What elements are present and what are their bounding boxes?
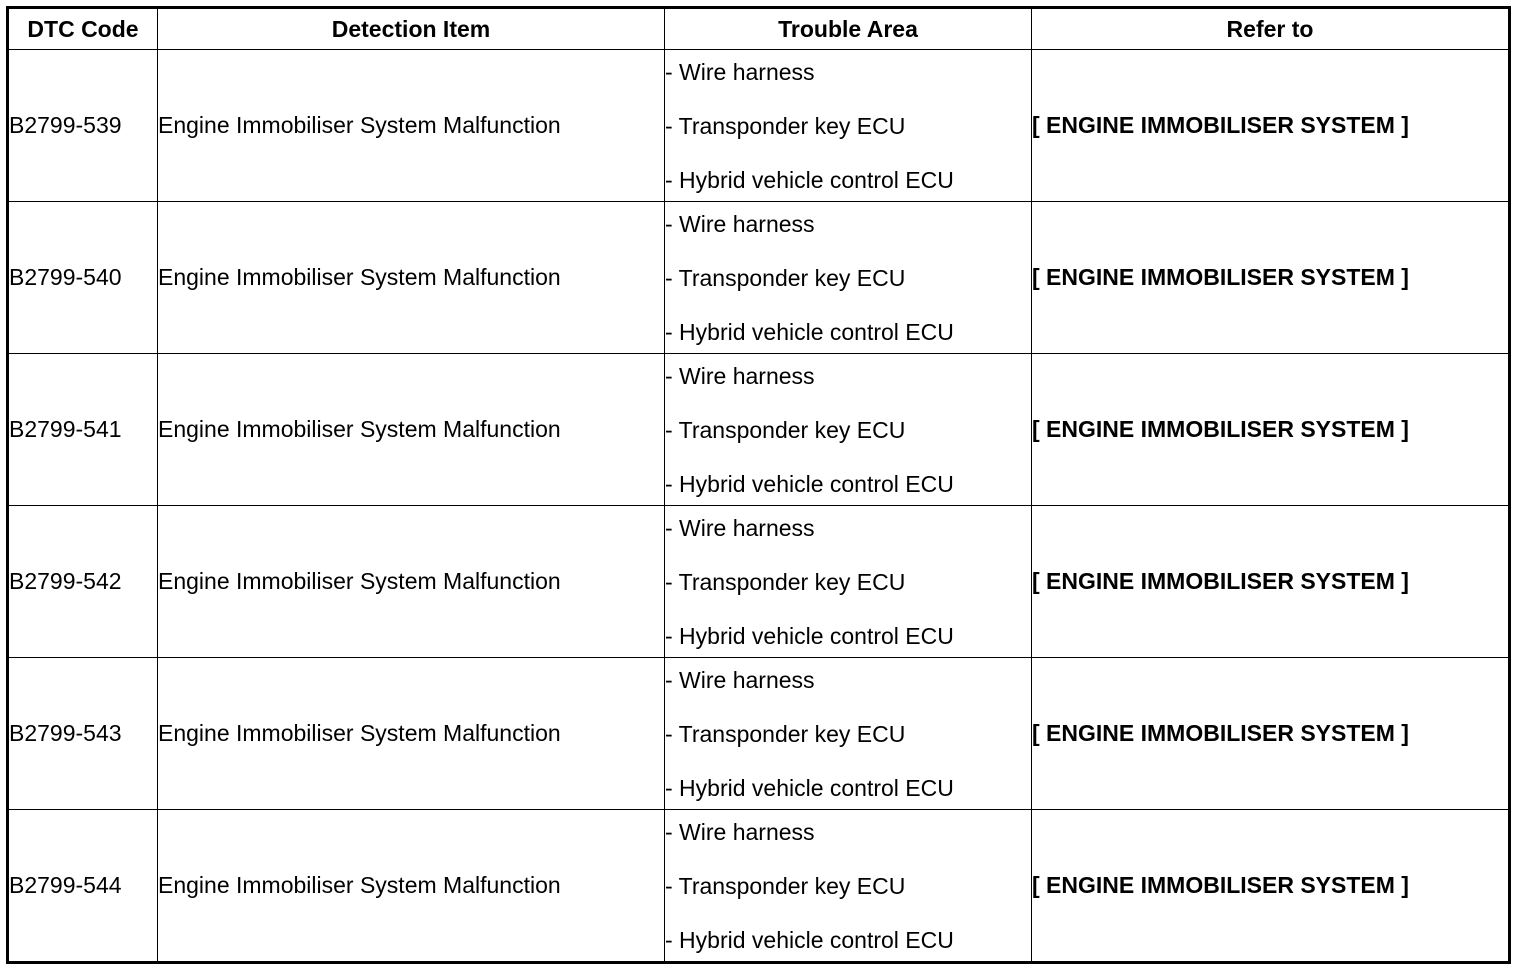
dtc-code-cell: B2799-540 (8, 202, 158, 354)
trouble-area-cell (665, 354, 1032, 506)
trouble-area-item: - Wire harness (665, 58, 815, 85)
dtc-table (6, 6, 1511, 964)
detection-item-cell: Engine Immobiliser System Malfunction (158, 506, 665, 658)
refer-to-link[interactable]: [ ENGINE IMMOBILISER SYSTEM ] (1032, 354, 1510, 506)
trouble-area-item: - Transponder key ECU (665, 112, 906, 139)
trouble-area-item: - Hybrid vehicle control ECU (665, 926, 954, 953)
trouble-area-item: - Hybrid vehicle control ECU (665, 166, 954, 193)
table-row (8, 506, 1510, 658)
trouble-area-item: - Hybrid vehicle control ECU (665, 470, 954, 497)
trouble-area-cell (665, 202, 1032, 354)
dtc-code-cell: B2799-542 (8, 506, 158, 658)
trouble-area-item: - Transponder key ECU (665, 416, 906, 443)
trouble-area-cell (665, 506, 1032, 658)
detection-item-cell: Engine Immobiliser System Malfunction (158, 810, 665, 963)
table-row (8, 658, 1510, 810)
table-row (8, 354, 1510, 506)
trouble-area-item: - Wire harness (665, 210, 815, 237)
trouble-area-item: - Hybrid vehicle control ECU (665, 622, 954, 649)
trouble-area-item: - Wire harness (665, 666, 815, 693)
trouble-area-item: - Transponder key ECU (665, 872, 906, 899)
refer-to-link[interactable]: [ ENGINE IMMOBILISER SYSTEM ] (1032, 50, 1510, 202)
detection-item-cell: Engine Immobiliser System Malfunction (158, 202, 665, 354)
header-detection-item: Detection Item (158, 8, 665, 50)
table-header-row (8, 8, 1510, 50)
trouble-area-item: - Transponder key ECU (665, 720, 906, 747)
header-trouble-area: Trouble Area (665, 8, 1032, 50)
detection-item-cell: Engine Immobiliser System Malfunction (158, 658, 665, 810)
table-row (8, 810, 1510, 963)
trouble-area-cell (665, 810, 1032, 963)
header-dtc-code: DTC Code (8, 8, 158, 50)
trouble-area-cell (665, 50, 1032, 202)
detection-item-cell: Engine Immobiliser System Malfunction (158, 354, 665, 506)
refer-to-link[interactable]: [ ENGINE IMMOBILISER SYSTEM ] (1032, 810, 1510, 963)
trouble-area-item: - Wire harness (665, 362, 815, 389)
trouble-area-item: - Transponder key ECU (665, 264, 906, 291)
dtc-code-cell: B2799-539 (8, 50, 158, 202)
trouble-area-item: - Hybrid vehicle control ECU (665, 774, 954, 801)
detection-item-cell: Engine Immobiliser System Malfunction (158, 50, 665, 202)
trouble-area-item: - Wire harness (665, 514, 815, 541)
trouble-area-item: - Transponder key ECU (665, 568, 906, 595)
dtc-code-cell: B2799-541 (8, 354, 158, 506)
refer-to-link[interactable]: [ ENGINE IMMOBILISER SYSTEM ] (1032, 202, 1510, 354)
table-row (8, 50, 1510, 202)
trouble-area-cell (665, 658, 1032, 810)
dtc-code-cell: B2799-543 (8, 658, 158, 810)
header-refer-to: Refer to (1032, 8, 1510, 50)
trouble-area-item: - Wire harness (665, 818, 815, 845)
table-row (8, 202, 1510, 354)
refer-to-link[interactable]: [ ENGINE IMMOBILISER SYSTEM ] (1032, 506, 1510, 658)
dtc-code-cell: B2799-544 (8, 810, 158, 963)
trouble-area-item: - Hybrid vehicle control ECU (665, 318, 954, 345)
refer-to-link[interactable]: [ ENGINE IMMOBILISER SYSTEM ] (1032, 658, 1510, 810)
